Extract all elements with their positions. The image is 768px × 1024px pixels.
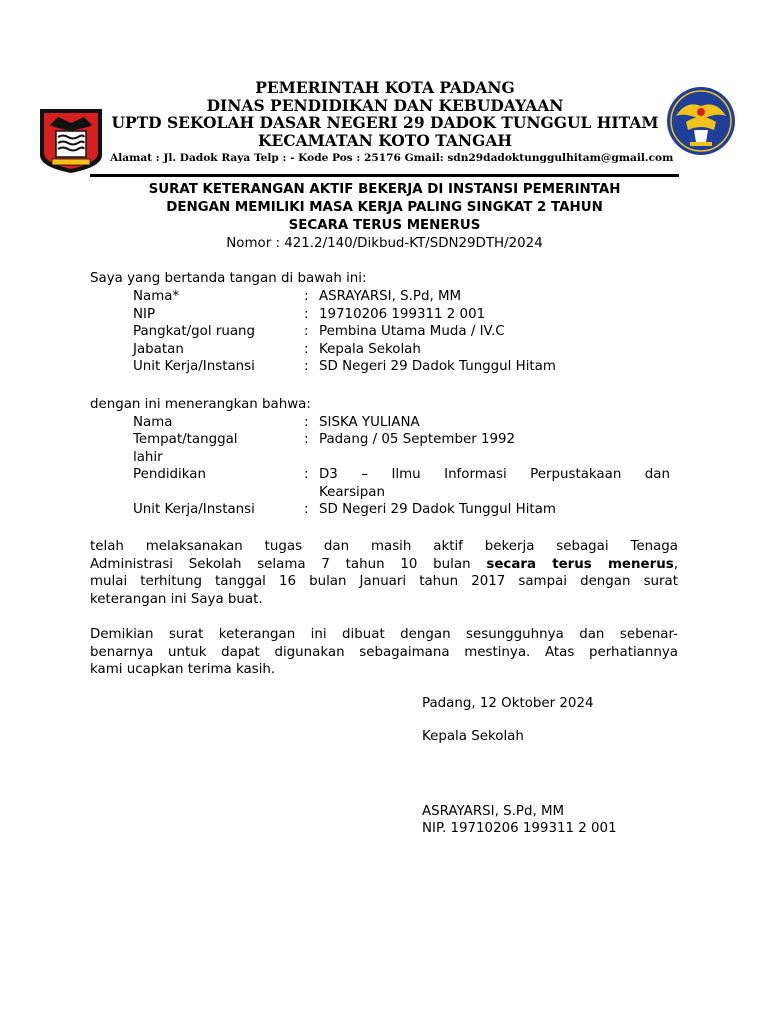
field-label: Unit Kerja/Instansi	[133, 502, 255, 517]
signer-row	[90, 341, 678, 359]
paragraph-text: Administrasi Sekolah selama 7 tahun 10 bulan	[90, 556, 471, 572]
field-separator: :	[304, 502, 309, 517]
paragraph-line	[90, 556, 678, 574]
letterhead-line-1: PEMERINTAH KOTA PADANG	[255, 78, 515, 97]
statement-paragraph	[90, 538, 678, 608]
paragraph-text: ,	[673, 556, 678, 572]
field-value: Kepala Sekolah	[319, 341, 421, 357]
subject-row-unit	[90, 501, 678, 519]
field-label: NIP	[133, 306, 156, 322]
letterhead-line-4: KECAMATAN KOTO TANGAH	[257, 130, 513, 150]
field-separator: :	[304, 289, 309, 304]
signer-position: Kepala Sekolah	[422, 729, 524, 744]
letterhead-line-3: UPTD SEKOLAH DASAR NEGERI 29 DADOK TUNGGUL HITAM	[111, 113, 659, 132]
subject-row-nama	[90, 414, 678, 432]
field-value: 19710206 199311 2 001	[319, 306, 486, 322]
subject-row-ttl-cont	[90, 449, 678, 467]
field-value: SISKA YULIANA	[319, 414, 420, 430]
field-label: Unit Kerja/Instansi	[133, 359, 255, 374]
letterhead-line-2: DINAS PENDIDIKAN DAN KEBUDAYAAN	[206, 95, 564, 115]
signer-row	[90, 323, 678, 341]
paragraph-line: mulai terhitung tanggal 16 bulan Januari tahun 2017 sampai dengan surat	[90, 574, 678, 589]
title-line-2: DENGAN MEMILIKI MASA KERJA PALING SINGKAT 2 TAHUN	[166, 200, 603, 215]
field-label: Nama*	[133, 289, 180, 304]
field-label: Pangkat/gol ruang	[133, 324, 256, 339]
field-separator: :	[304, 414, 309, 430]
field-label: lahir	[133, 449, 163, 465]
field-separator: :	[304, 306, 309, 322]
field-separator: :	[304, 341, 309, 357]
field-value: D3 – Ilmu Informasi Perpustakaan dan	[319, 467, 670, 482]
subject-row-ttl	[90, 431, 678, 449]
field-label: Tempat/tanggal	[133, 432, 238, 447]
field-separator: :	[304, 467, 309, 482]
field-label: Jabatan	[133, 341, 184, 357]
field-label: Nama	[133, 414, 173, 430]
field-separator: :	[304, 432, 309, 447]
field-value: SD Negeri 29 Dadok Tunggul Hitam	[319, 502, 556, 517]
title-line-3: SECARA TERUS MENERUS	[288, 218, 481, 233]
signer-row	[90, 358, 678, 376]
emphasis-text: secara terus menerus	[486, 556, 674, 572]
signer-name: ASRAYARSI, S.Pd, MM	[422, 804, 565, 819]
field-value: ASRAYARSI, S.Pd, MM	[319, 289, 462, 304]
paragraph-line: kami ucapkan terima kasih.	[90, 662, 276, 677]
field-value: SD Negeri 29 Dadok Tunggul Hitam	[319, 359, 556, 374]
field-value: Padang / 05 September 1992	[319, 432, 516, 447]
paragraph-line: benarnya untuk dapat digunakan sebagaimana mestinya. Atas perhatiannya	[90, 644, 678, 660]
paragraph-line: telah melaksanakan tugas dan masih aktif bekerja sebagai Tenaga	[90, 539, 678, 554]
signer-row	[90, 288, 678, 306]
signer-row	[90, 306, 678, 324]
subject-row-pendidikan	[90, 466, 678, 484]
letter-title	[90, 181, 679, 253]
padang-city-emblem-icon	[38, 105, 104, 175]
paragraph-line: Demikian surat keterangan ini dibuat dengan sesungguhnya dan sebenar-	[90, 627, 678, 642]
field-separator: :	[304, 359, 309, 374]
place-date: Padang, 12 Oktober 2024	[422, 696, 594, 711]
closing-paragraph	[90, 626, 678, 679]
letter-number: Nomor : 421.2/140/Dikbud-KT/SDN29DTH/2024	[226, 236, 543, 251]
tut-wuri-handayani-emblem-icon	[664, 86, 738, 156]
paragraph-line: keterangan ini Saya buat.	[90, 591, 263, 607]
signer-nip: NIP. 19710206 199311 2 001	[422, 821, 617, 836]
subject-row-pendidikan-cont	[90, 484, 678, 502]
letterhead-divider	[90, 174, 679, 177]
letterhead-address: Alamat : Jl. Dadok Raya Telp : - Kode Pos : 25176 Gmail: sdn29dadoktunggulhitam@gmail.com	[110, 152, 674, 164]
field-separator: :	[304, 324, 309, 339]
intro-text: Saya yang bertanda tangan di bawah ini:	[90, 271, 367, 286]
field-value: Pembina Utama Muda / IV.C	[319, 324, 505, 339]
letterhead	[110, 78, 674, 165]
title-line-1: SURAT KETERANGAN AKTIF BEKERJA DI INSTANSI PEMERINTAH	[148, 182, 621, 197]
field-label: Pendidikan	[133, 467, 206, 482]
field-value: Kearsipan	[319, 484, 385, 500]
intro-text-2: dengan ini menerangkan bahwa:	[90, 397, 311, 412]
